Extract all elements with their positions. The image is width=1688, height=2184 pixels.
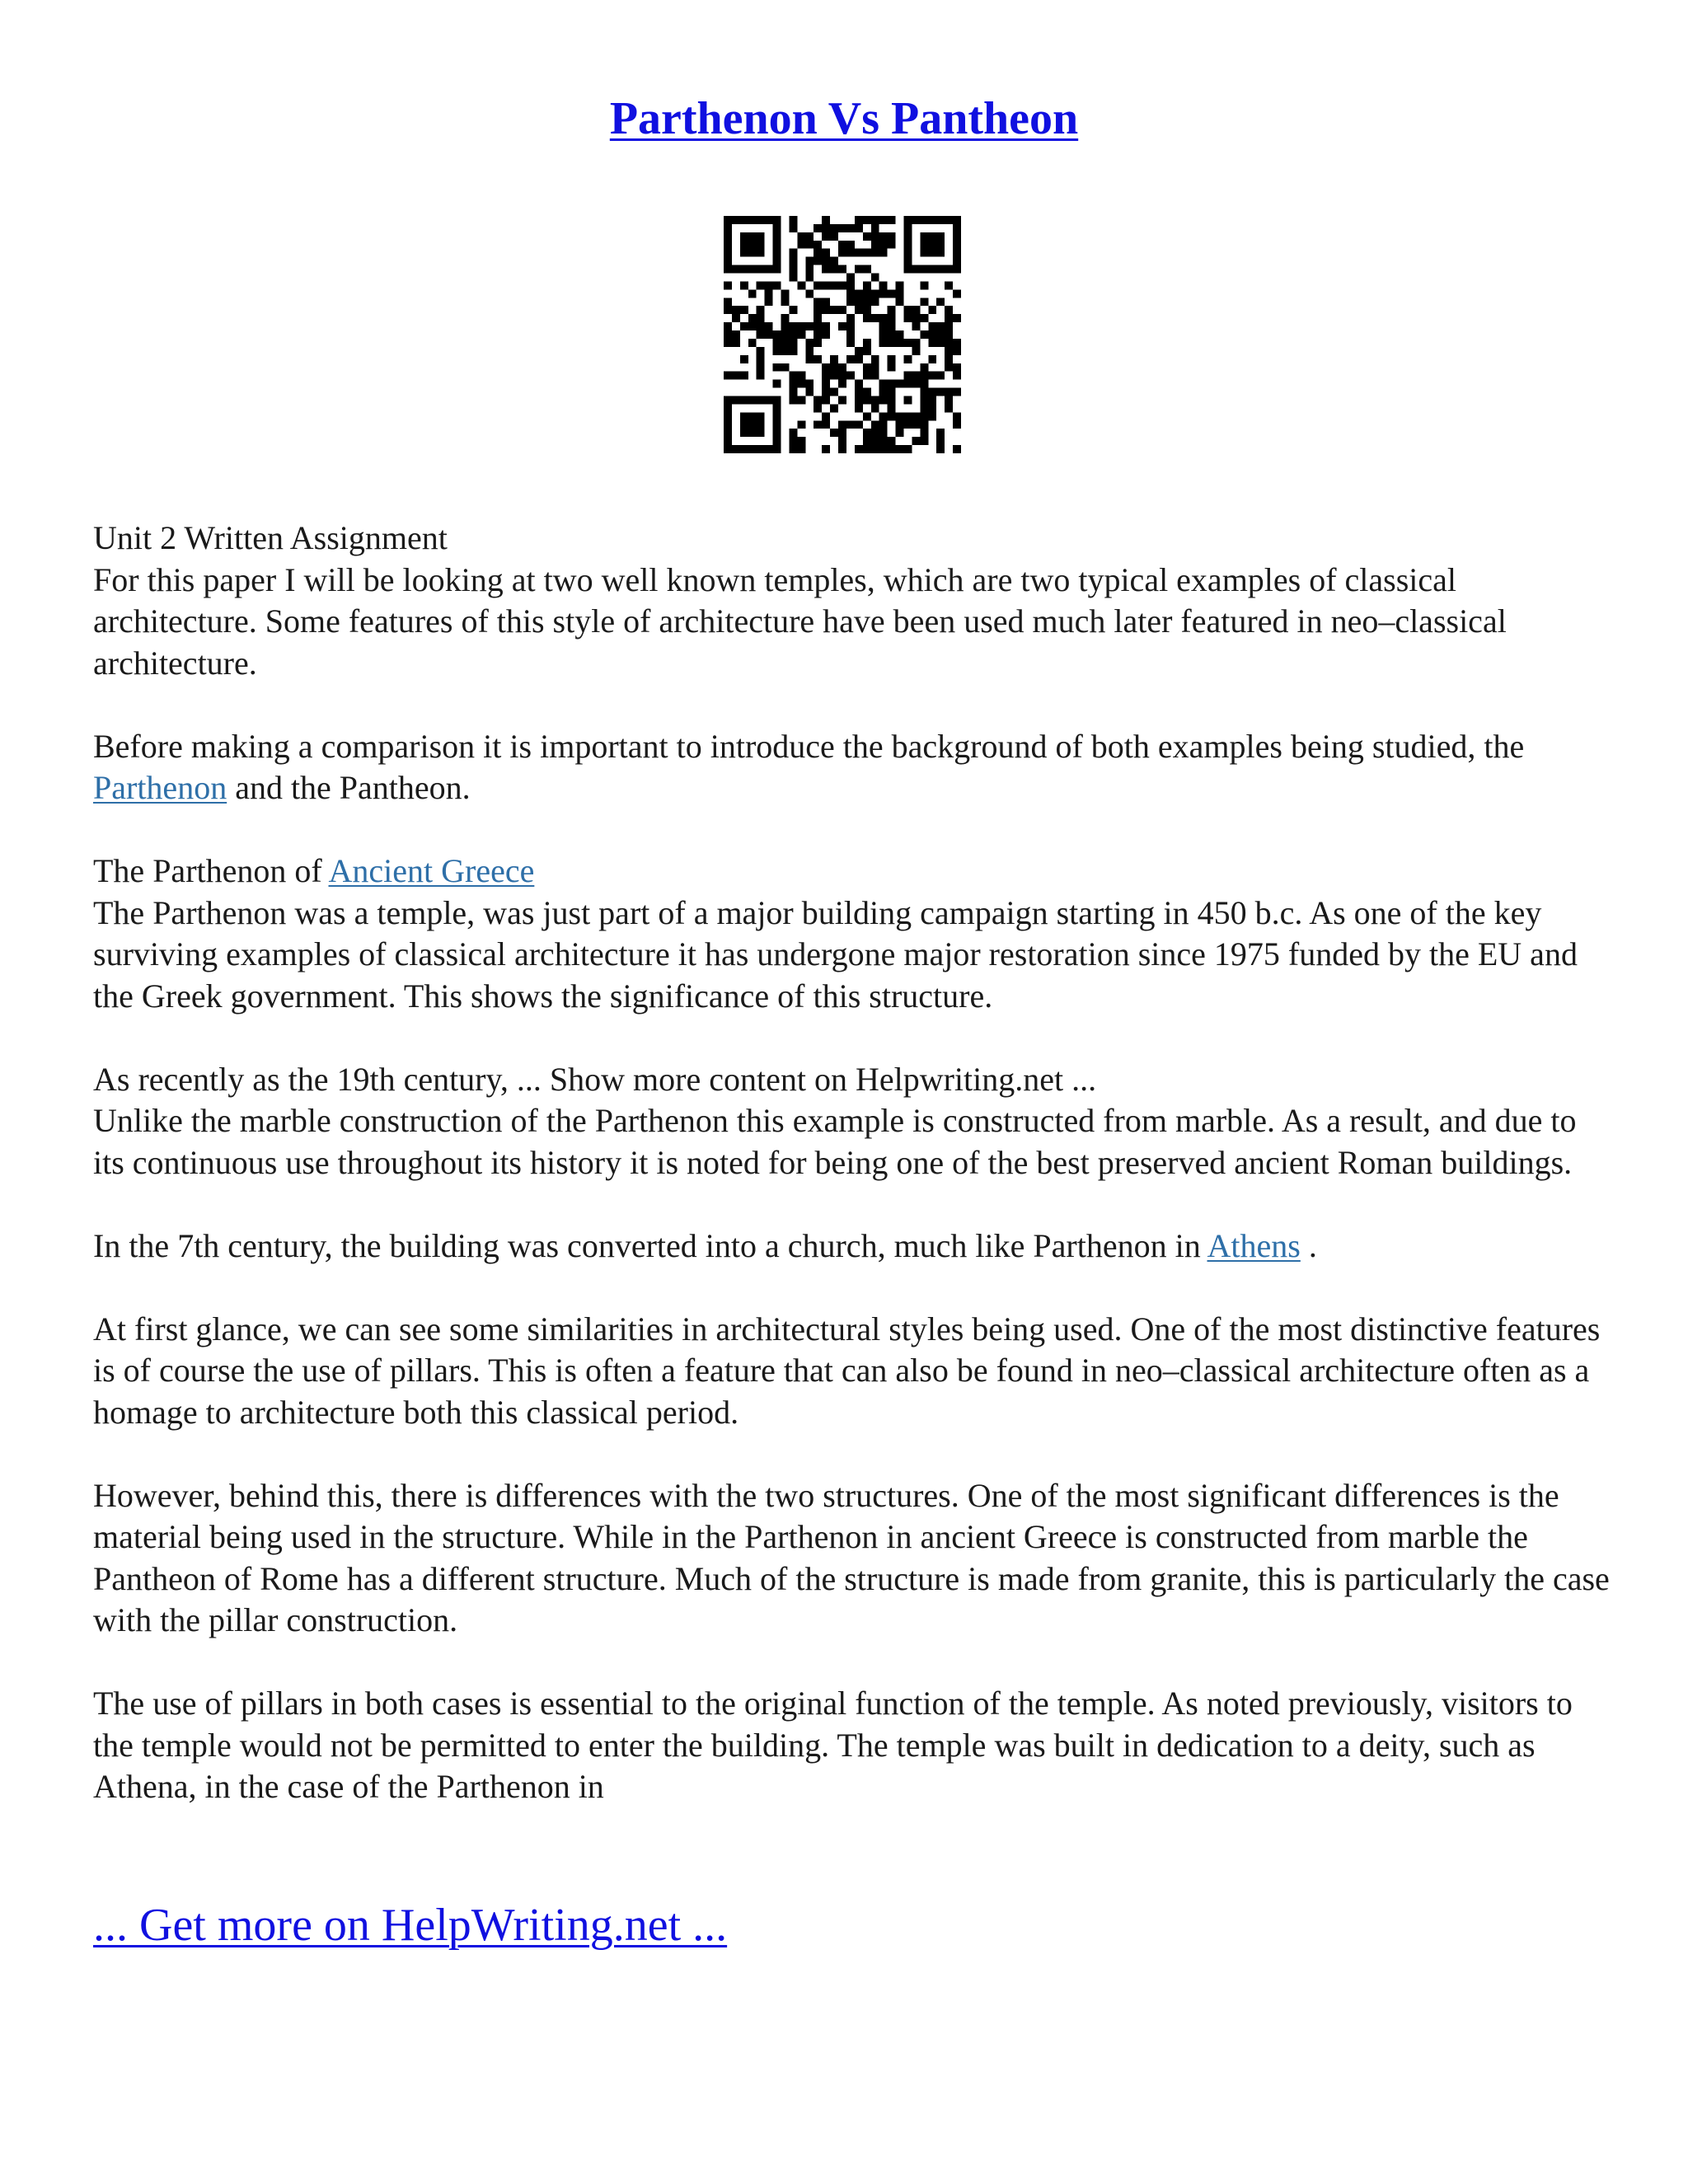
paragraph-text: In the 7th century, the building was converted into a church, much like Parthenon in xyxy=(93,1226,1207,1264)
paragraph-text: However, behind this, there is differences with the two structures. One of the most significant differences is the material being used in the structure. While in the Parthenon in ancient Greece is constructed from marble the Pantheon of Rome has a different structure. Much of the structure is made from granite, this is particularly the case with the pillar construction. xyxy=(93,1476,1610,1638)
athens-link[interactable]: Athens xyxy=(1207,1226,1301,1264)
paragraph-text: At first glance, we can see some similarities in architectural styles being used. One of the most distinctive features is of course the use of pillars. This is often a feature that can also be found in neo–classical architecture often as a homage to architecture both this classical period. xyxy=(93,1310,1601,1431)
paragraph-text: Unlike the marble construction of the Parthenon this example is constructed from marble. As a result, and due to its continuous use throughout its history it is noted for being one of the best preserved ancient Roman buildings. xyxy=(93,1102,1577,1181)
get-more-section xyxy=(93,1896,727,1955)
paragraph-text: . xyxy=(1300,1226,1317,1264)
show-more-note: As recently as the 19th century, ... Show more content on Helpwriting.net ... xyxy=(93,1060,1097,1098)
ancient-greece-link[interactable]: Ancient Greece xyxy=(328,852,535,889)
paragraph-text: and the Pantheon. xyxy=(227,769,471,806)
document-body xyxy=(93,518,1610,1808)
qr-code-icon xyxy=(724,216,961,453)
title-link[interactable]: Parthenon Vs Pantheon xyxy=(609,93,1079,144)
paragraph-text: The use of pillars in both cases is essential to the original function of the temple. As noted previously, visitors to the temple would not be permitted to enter the building. The temple was built in dedication to a deity, such as Athena, in the case of the Parthenon in xyxy=(93,1685,1573,1805)
parthenon-link[interactable]: Parthenon xyxy=(93,769,227,806)
paragraph-text: Before making a comparison it is important to introduce the background of both examples being studied, the xyxy=(93,727,1525,765)
section-heading: Unit 2 Written Assignment xyxy=(93,519,448,556)
paragraph-text: For this paper I will be looking at two well known temples, which are two typical examples of classical architecture. Some features of this style of architecture have been used much later featured in neo–classical architecture. xyxy=(93,560,1507,682)
paragraph-text: The Parthenon was a temple, was just part of a major building campaign starting in 450 b.c. As one of the key surviving examples of classical architecture it has undergone major restoration since 1975 funded by the EU and the Greek government. This shows the significance of this structure. xyxy=(93,893,1578,1015)
get-more-link[interactable]: ... Get more on HelpWriting.net ... xyxy=(93,1900,728,1951)
section-heading: The Parthenon of xyxy=(93,852,329,889)
page-title xyxy=(0,86,1688,152)
